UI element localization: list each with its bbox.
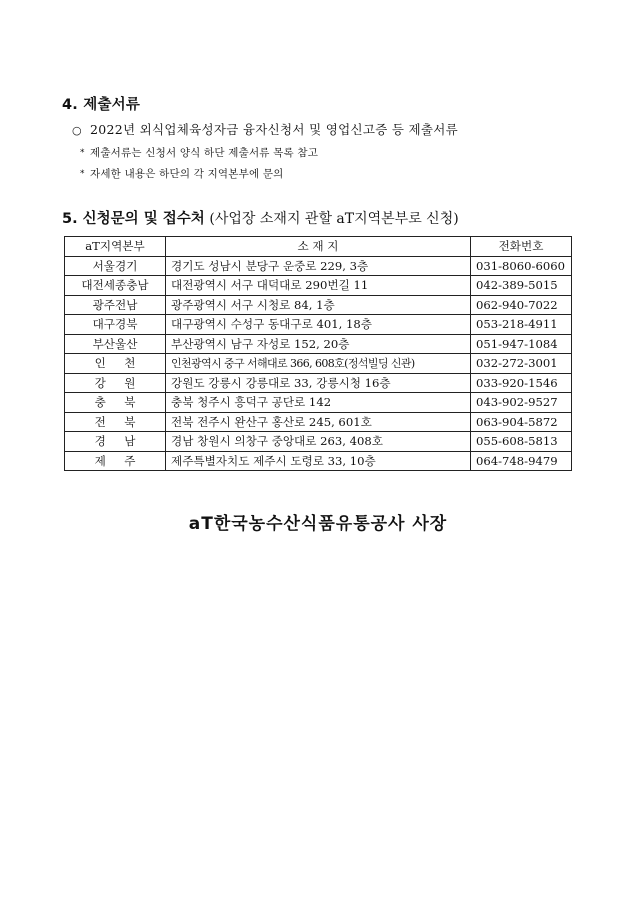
section-4-title: 4. 제출서류: [62, 97, 141, 113]
header-phone: 전화번호: [471, 237, 572, 257]
section-5-title: [62, 207, 459, 228]
phone-cell: 063-904-5872: [471, 412, 572, 432]
regional-offices-table: [64, 236, 572, 471]
phone-cell: 062-940-7022: [471, 295, 572, 315]
note-line: [80, 166, 284, 181]
table-row: [65, 295, 572, 315]
address-cell: 인천광역시 중구 서해대로 366, 608호(정석빌딩 신관): [166, 354, 471, 374]
asterisk-icon: *: [80, 148, 85, 158]
table-row: [65, 373, 572, 393]
note-text: 자세한 내용은 하단의 각 지역본부에 문의: [90, 168, 284, 180]
phone-cell: 031-8060-6060: [471, 256, 572, 276]
table-header-row: [65, 237, 572, 257]
required-documents-text: 2022년 외식업체육성자금 융자신청서 및 영업신고증 등 제출서류: [90, 122, 459, 137]
header-address: 소 재 지: [166, 237, 471, 257]
phone-cell: 042-389-5015: [471, 276, 572, 296]
office-cell: 충 북: [65, 393, 166, 413]
phone-cell: 032-272-3001: [471, 354, 572, 374]
address-cell: 부산광역시 남구 자성로 152, 20층: [166, 334, 471, 354]
office-cell: 전 북: [65, 412, 166, 432]
table-row: [65, 276, 572, 296]
table-row: [65, 315, 572, 335]
office-cell: 서울경기: [65, 256, 166, 276]
address-cell: 광주광역시 서구 시청로 84, 1층: [166, 295, 471, 315]
signature-title: aT한국농수산식품유통공사 사장: [188, 514, 448, 534]
phone-cell: 033-920-1546: [471, 373, 572, 393]
phone-cell: 051-947-1084: [471, 334, 572, 354]
office-cell: 강 원: [65, 373, 166, 393]
header-office: aT지역본부: [65, 237, 166, 257]
section-5-title-note: (사업장 소재지 관할 aT지역본부로 신청): [209, 211, 459, 227]
office-cell: 제 주: [65, 451, 166, 471]
note-text: 제출서류는 신청서 양식 하단 제출서류 목록 참고: [90, 147, 319, 159]
office-cell: 대구경북: [65, 315, 166, 335]
office-cell: 대전세종충남: [65, 276, 166, 296]
table-row: [65, 354, 572, 374]
phone-cell: 043-902-9527: [471, 393, 572, 413]
table-row: [65, 393, 572, 413]
phone-cell: 055-608-5813: [471, 432, 572, 452]
address-cell: 제주특별자치도 제주시 도령로 33, 10층: [166, 451, 471, 471]
address-cell: 충북 청주시 흥덕구 공단로 142: [166, 393, 471, 413]
address-cell: 대구광역시 수성구 동대구로 401, 18층: [166, 315, 471, 335]
table-row: [65, 432, 572, 452]
office-cell: 경 남: [65, 432, 166, 452]
required-documents-line: [72, 120, 458, 138]
office-cell: 인 천: [65, 354, 166, 374]
office-cell: 광주전남: [65, 295, 166, 315]
table-row: [65, 412, 572, 432]
phone-cell: 053-218-4911: [471, 315, 572, 335]
office-cell: 부산울산: [65, 334, 166, 354]
table-row: [65, 334, 572, 354]
address-cell: 대전광역시 서구 대덕대로 290번길 11: [166, 276, 471, 296]
table-row: [65, 256, 572, 276]
circle-bullet-icon: ○: [72, 124, 82, 137]
address-cell: 경기도 성남시 분당구 운중로 229, 3층: [166, 256, 471, 276]
table-row: [65, 451, 572, 471]
phone-cell: 064-748-9479: [471, 451, 572, 471]
section-5-title-main: 5. 신청문의 및 접수처: [62, 211, 205, 227]
address-cell: 전북 전주시 완산구 홍산로 245, 601호: [166, 412, 471, 432]
asterisk-icon: *: [80, 169, 85, 179]
address-cell: 경남 창원시 의창구 중앙대로 263, 408호: [166, 432, 471, 452]
address-cell: 강원도 강릉시 강릉대로 33, 강릉시청 16층: [166, 373, 471, 393]
note-line: [80, 145, 318, 160]
